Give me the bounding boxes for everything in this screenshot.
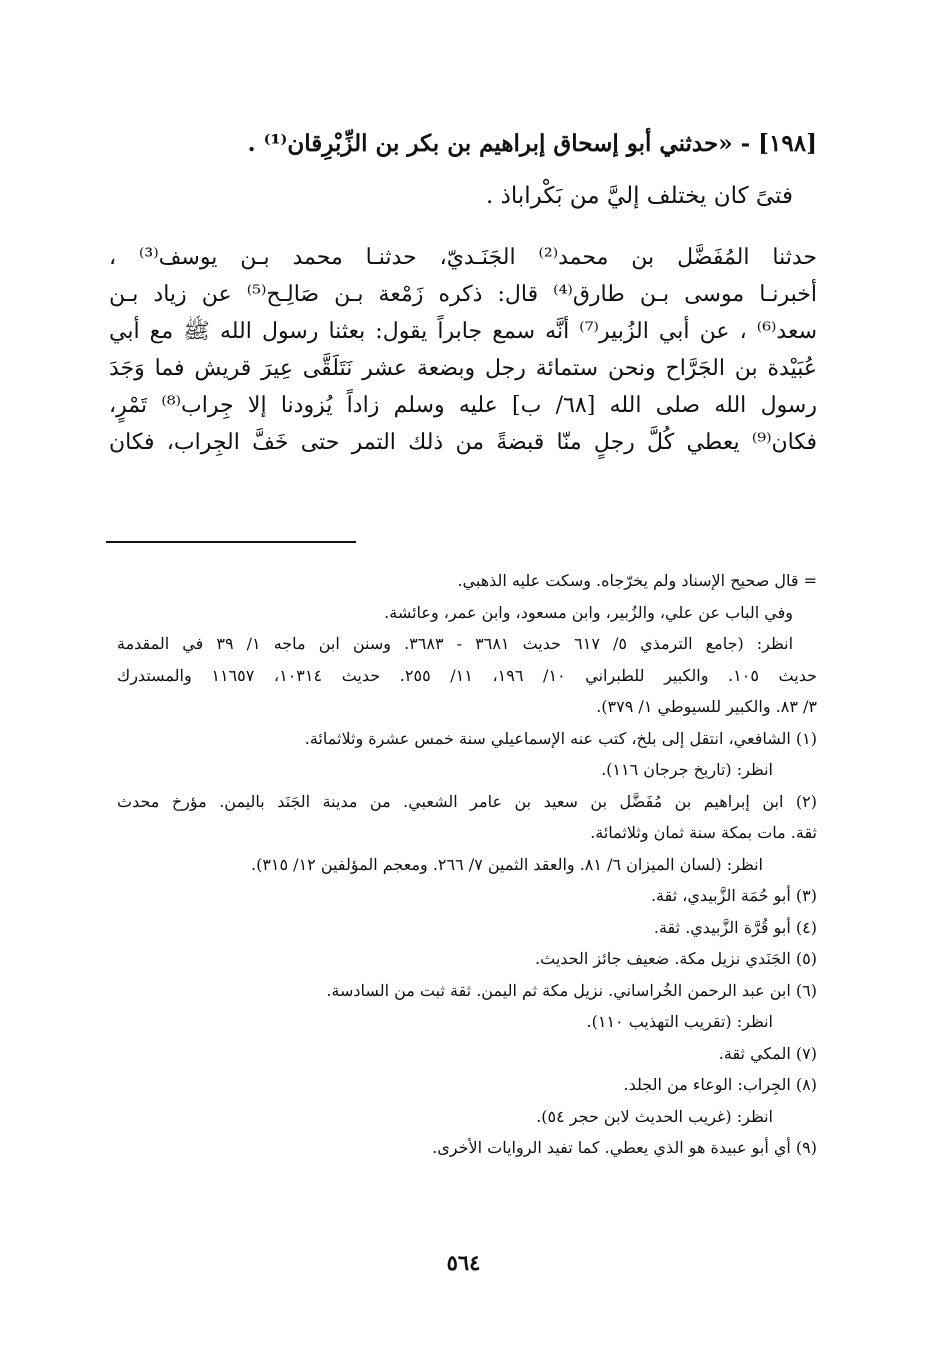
- footnote-4: (٤) أبو قُرَّة الزَّبيدي. ثقة.: [653, 917, 817, 937]
- footnote-1-reference: انظر: (تاريخ جرجان ١١٦).: [601, 760, 773, 779]
- footnote-2-line-2: ثقة. مات بمكة سنة ثمان وثلاثمائة.: [590, 823, 817, 842]
- footnote-continuation-line: ٣/ ٨٣. والكبير للسيوطي ١/ ٣٧٩).: [596, 697, 817, 716]
- footnote-5: (٥) الجَنَدي نزيل مكة. ضعيف جائز الحديث.: [535, 949, 817, 968]
- footnote-6: (٦) ابن عبد الرحمن الخُراساني. نزيل مكة ثم اليمن. ثقة ثبت من السادسة.: [326, 980, 817, 1000]
- footnote-6-reference: انظر: (تقريب التهذيب ١١٠).: [586, 1012, 773, 1031]
- footnote-2-reference: انظر: (لسان الميزان ٦/ ٨١. والعقد الثمين ٧/ ٢٦٦. ومعجم المؤلفين ١٢/ ٣١٥).: [250, 854, 763, 874]
- footnote-1: (١) الشافعي، انتقل إلى بلخ، كتب عنه الإسماعيلي سنة خمس عشرة وثلاثمائة.: [304, 728, 817, 748]
- hadith-line-3: سعد⁽⁶⁾ ، عن أبي الزُبير⁽⁷⁾ أنَّه سمع جابراً يقول: بعثنا رسول الله ﷺ مع أبي: [109, 319, 818, 344]
- page-number: ٥٦٤: [446, 1250, 481, 1275]
- main-text: [109, 118, 817, 461]
- hadith-line-1: حدثنا المُفَضَّل بن محمد⁽²⁾ الجَنَـديّ، حدثنـا محمد بـن يوسف⁽³⁾ ،: [109, 245, 818, 270]
- footnote-9: (٩) أي أبو عبيدة هو الذي يعطي. كما تفيد الروايات الأخرى.: [432, 1138, 817, 1157]
- footnote-7: (٧) المكي ثقة.: [718, 1043, 817, 1063]
- footnote-3: (٣) أبو حُمَة الزَّبيدي، ثقة.: [650, 886, 817, 905]
- footnote-continuation-line: = قال صحيح الإسناد ولم يخرّجاه. وسكت عليه الذهبي.: [457, 571, 817, 590]
- footnote-8: (٨) الجِراب: الوعاء من الجلد.: [623, 1075, 817, 1094]
- hadith-line-2: أخبرنـا موسى بـن طارق⁽⁴⁾ قال: ذكره زَمْعة بـن صَالِـح⁽⁵⁾ عن زياد بـن: [109, 282, 817, 307]
- hadith-line-5: رسول الله صلى الله [٦٨/ ب] عليه وسلم زاداً يُزودنا إلا جِراب⁽⁸⁾ تَمْرٍ،: [109, 393, 817, 418]
- narration-heading: [١٩٨] - «حدثني أبو إسحاق إبراهيم بن بكر بن الزِّبْرِقان⁽¹⁾ .: [247, 130, 817, 157]
- footnote-2: (٢) ابن إبراهيم بن مُفَضَّل بن سعيد بن عامر الشعبي. من مدينة الجَنَد باليمن. مؤرخ محدث: [117, 791, 817, 811]
- verse-line: فتىً كان يختلف إليَّ من بَكْراباذ .: [486, 183, 793, 209]
- footnote-continuation-line: انظر: (جامع الترمذي ٥/ ٦١٧ حديث ٣٦٨١ - ٣٦٨٣. وسنن ابن ماجه ١/ ٣٩ في المقدمة: [117, 634, 794, 653]
- hadith-line-4: عُبَيْدة بن الجَرَّاح ونحن ستمائة رجل وبضعة عشر نَتَلَقَّى عِيرَ قريش فما وَجَدَ: [109, 356, 817, 381]
- footnotes: [117, 565, 817, 1164]
- footnote-separator: [106, 541, 356, 543]
- footnote-continuation-line: حديث ١٠٥. والكبير للطبراني ١٠/ ١٩٦، ١١/ ٢٥٥. حديث ١٠٣١٤، ١١٦٥٧ والمستدرك: [117, 665, 818, 685]
- footnote-continuation-line: وفي الباب عن علي، والزُبير، وابن مسعود، وابن عمر، وعائشة.: [384, 602, 793, 622]
- footnote-8-reference: انظر: (غريب الحديث لابن حجر ٥٤).: [536, 1106, 773, 1126]
- spacer: [109, 222, 817, 239]
- hadith-line-6: فكان⁽⁹⁾ يعطي كُلَّ رجلٍ منّا قبضةً من ذلك التمر حتى خَفَّ الجِراب، فكان: [109, 430, 817, 455]
